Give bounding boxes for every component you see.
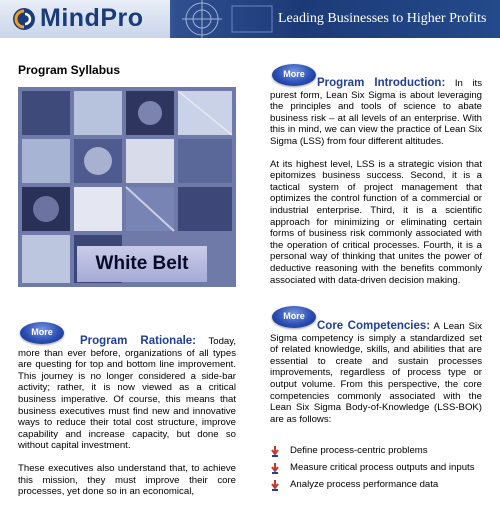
list-item: Analyze process performance data [270,479,475,496]
arrow-bullet-icon [270,479,280,491]
page-title: Program Syllabus [18,63,121,77]
introduction-paragraph-1: Program Introduction: In its purest form, Lean Six Sigma is about leveraging the principles and tools of science to abate business risk – at all levels of an enterprise. With this in mind, we can view the practice of Lean Six Sigma (LSS) from four different altitudes. [270,77,482,147]
banner-decoration [172,0,282,38]
competencies-heading: Core Competencies: [317,320,431,332]
introduction-heading: Program Introduction: [317,77,446,89]
competencies-section [270,321,482,436]
logo[interactable] [0,0,170,38]
rationale-paragraph-2: These executives also understand that, to achieve this mission, they must improve their core processes, yet done so in an economical, [18,462,236,498]
rationale-section [18,336,236,509]
introduction-paragraph-2: At its highest level, LSS is a strategic vision that epitomizes business success. Second, it is a tactical system of project management that optimizes the control function of a commercial or industrial enterprise. Third, it is a scientific approach for minimizing or eliminating certain forms of business risk commonly associated with the operation of critical processes. Fourth, it is a personal way of thinking that unites the power of deductive reasoning with the benefits commonly associated with data-driven decision making. [270,158,482,286]
tagline: Leading Businesses to Higher Profits [278,11,487,26]
rationale-paragraph-1: Program Rationale: Today, more than ever before, organizations of all types are questing for top and bottom line improvement. This journey is no longer considered a side-bar activity; rather, it is now viewed as a critical business imperative. Of course, this means that business executives must find new and innovative ways to reduce their total cost structure, improve capability and increase capacity, but done so without capital investment. [18,335,236,452]
arrow-bullet-icon [270,445,280,457]
rationale-heading: Program Rationale: [80,335,197,347]
competencies-list [270,445,475,496]
arrow-bullet-icon [270,462,280,474]
introduction-more-button[interactable]: More [272,64,316,86]
list-item: Define process-centric problems [270,445,475,462]
header-banner [0,0,500,38]
list-item: Measure critical process outputs and inputs [270,462,475,479]
mindpro-logo-icon [12,7,36,31]
logo-text: MindPro [40,4,144,32]
white-belt-label: White Belt [77,246,207,282]
competencies-more-button[interactable]: More [272,306,316,328]
competencies-paragraph-1: Core Competencies: A Lean Six Sigma competency is simply a standardized set of related knowledge, skills, and abilities that are essential to create and sustain processes improvements, regardless of process type or output volume. From this perspective, the core competencies commonly associated with the Lean Six Sigma Body-of-Knowledge (LSS-BOK) are as follows: [270,320,482,425]
introduction-section [270,78,482,297]
rationale-more-button[interactable]: More [20,322,64,344]
